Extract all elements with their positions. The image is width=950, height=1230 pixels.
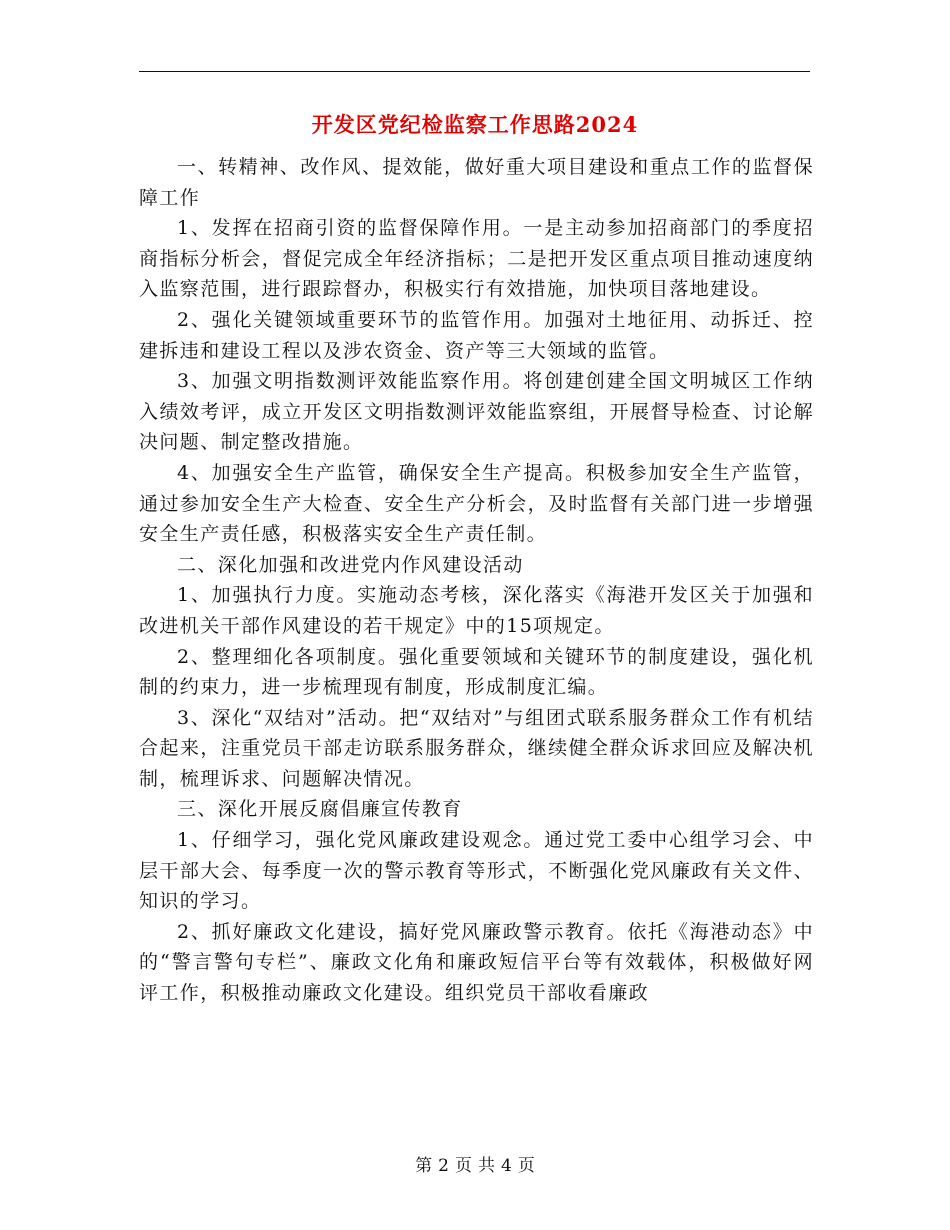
- paragraph: 2、整理细化各项制度。强化重要领域和关键环节的制度建设，强化机制的约束力，进一步梳理现有制度，形成制度汇编。: [139, 645, 814, 699]
- total-page-count: 4: [501, 1156, 512, 1176]
- section-heading-1: 一、转精神、改作风、提效能，做好重大项目建设和重点工作的监督保障工作: [139, 156, 814, 209]
- paragraph: 3、加强文明指数测评效能监察作用。将创建创建全国文明城区工作纳入绩效考评，成立开发区文明指数测评效能监察组，开展督导检查、讨论解决问题、制定整改措施。: [139, 370, 814, 454]
- footer-label-total: 共: [478, 1156, 495, 1176]
- paragraph: 2、强化关键领域重要环节的监管作用。加强对土地征用、动拆迁、控建拆违和建设工程以及涉农资金、资产等三大领域的监管。: [139, 308, 814, 362]
- document-title: 开发区党纪检监察工作思路2024: [311, 112, 639, 137]
- paragraph: 1、加强执行力度。实施动态考核，深化落实《海港开发区关于加强和改进机关干部作风建设的若干规定》中的15项规定。: [139, 584, 814, 637]
- section-heading-3: 三、深化开展反腐倡廉宣传教育: [177, 798, 463, 821]
- header-rule: [139, 71, 810, 72]
- document-body: [139, 152, 814, 1009]
- footer-label-unit: 页: [455, 1156, 472, 1176]
- paragraph: 2、抓好廉政文化建设，搞好党风廉政警示教育。依托《海港动态》中的“警言警句专栏”、廉政文化角和廉政短信平台等有效载体，积极做好网评工作，积极推动廉政文化建设。组织党员干部收看廉政: [139, 920, 814, 1005]
- paragraph: 1、发挥在招商引资的监督保障作用。一是主动参加招商部门的季度招商指标分析会，督促完成全年经济指标；二是把开发区重点项目推动速度纳入监察范围，进行跟踪督办，积极实行有效措施，加快项目落地建设。: [139, 217, 814, 301]
- section-heading-2: 二、深化加强和改进党内作风建设活动: [177, 553, 524, 576]
- paragraph: 3、深化“双结对”活动。把“双结对”与组团式联系服务群众工作有机结合起来，注重党员干部走访联系服务群众，继续健全群众诉求回应及解决机制，梳理诉求、问题解决情况。: [139, 706, 814, 790]
- current-page-number: 2: [438, 1156, 449, 1176]
- footer-label-unit-end: 页: [517, 1156, 535, 1176]
- paragraph: 1、仔细学习，强化党风廉政建设观念。通过党工委中心组学习会、中层干部大会、每季度一次的警示教育等形式，不断强化党风廉政有关文件、知识的学习。: [139, 829, 814, 913]
- paragraph: 4、加强安全生产监管，确保安全生产提高。积极参加安全生产监管，通过参加安全生产大检查、安全生产分析会，及时监督有关部门进一步增强安全生产责任感，积极落实安全生产责任制。: [139, 461, 814, 546]
- page-footer: [0, 1154, 950, 1178]
- footer-label-page: 第: [415, 1156, 433, 1176]
